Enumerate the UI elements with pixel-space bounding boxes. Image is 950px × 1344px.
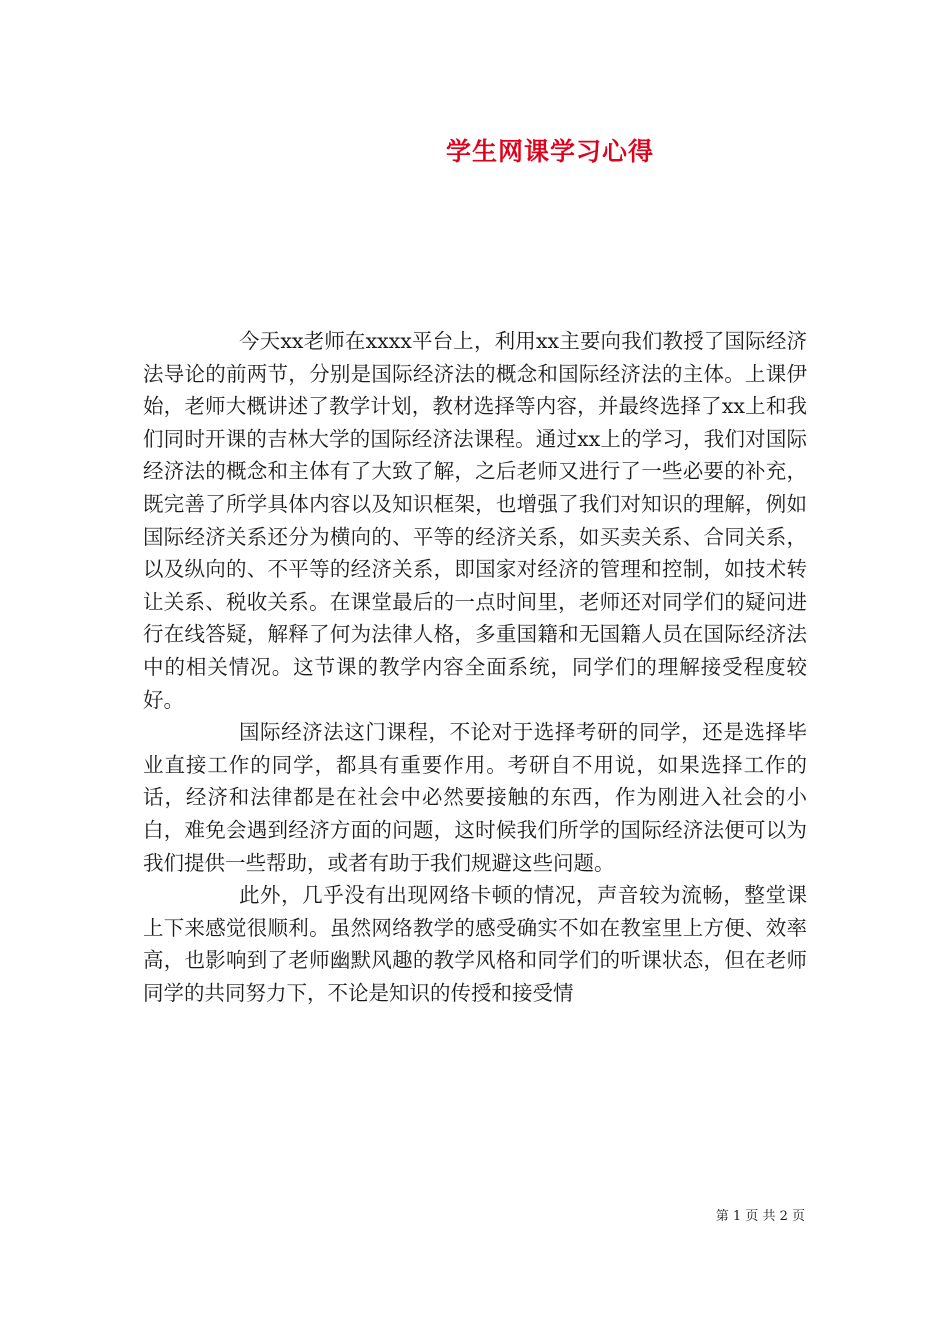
page-number: 第 1 页 共 2 页: [715, 1209, 805, 1224]
paragraph-3: 此外，几乎没有出现网络卡顿的情况，声音较为流畅，整堂课上下来感觉很顺利。虽然网络教学的感受确实不如在教室里上方便、效率高，也影响到了老师幽默风趣的教学风格和同学们的听课状态，但在老师同学的共同努力下，不论是知识的传授和接受情: [143, 883, 807, 1005]
document-body: [143, 325, 807, 1009]
paragraph-1: 今天xx老师在xxxx平台上，利用xx主要向我们教授了国际经济法导论的前两节，分别是国际经济法的概念和国际经济法的主体。上课伊始，老师大概讲述了教学计划，教材选择等内容，并最终选择了xx上和我们同时开课的吉林大学的国际经济法课程。通过xx上的学习，我们对国际经济法的概念和主体有了大致了解，之后老师又进行了一些必要的补充，既完善了所学具体内容以及知识框架，也增强了我们对知识的理解，例如国际经济关系还分为横向的、平等的经济关系，如买卖关系、合同关系，以及纵向的、不平等的经济关系，即国家对经济的管理和控制，如技术转让关系、税收关系。在课堂最后的一点时间里，老师还对同学们的疑问进行在线答疑，解释了何为法律人格，多重国籍和无国籍人员在国际经济法中的相关情况。这节课的教学内容全面系统，同学们的理解接受程度较好。: [143, 329, 807, 712]
page-title: 学生网课学习心得: [445, 137, 654, 166]
paragraph-2: 国际经济法这门课程，不论对于选择考研的同学，还是选择毕业直接工作的同学，都具有重要作用。考研自不用说，如果选择工作的话，经济和法律都是在社会中必然要接触的东西，作为刚进入社会的小白，难免会遇到经济方面的问题，这时候我们所学的国际经济法便可以为我们提供一些帮助，或者有助于我们规避这些问题。: [143, 720, 807, 875]
